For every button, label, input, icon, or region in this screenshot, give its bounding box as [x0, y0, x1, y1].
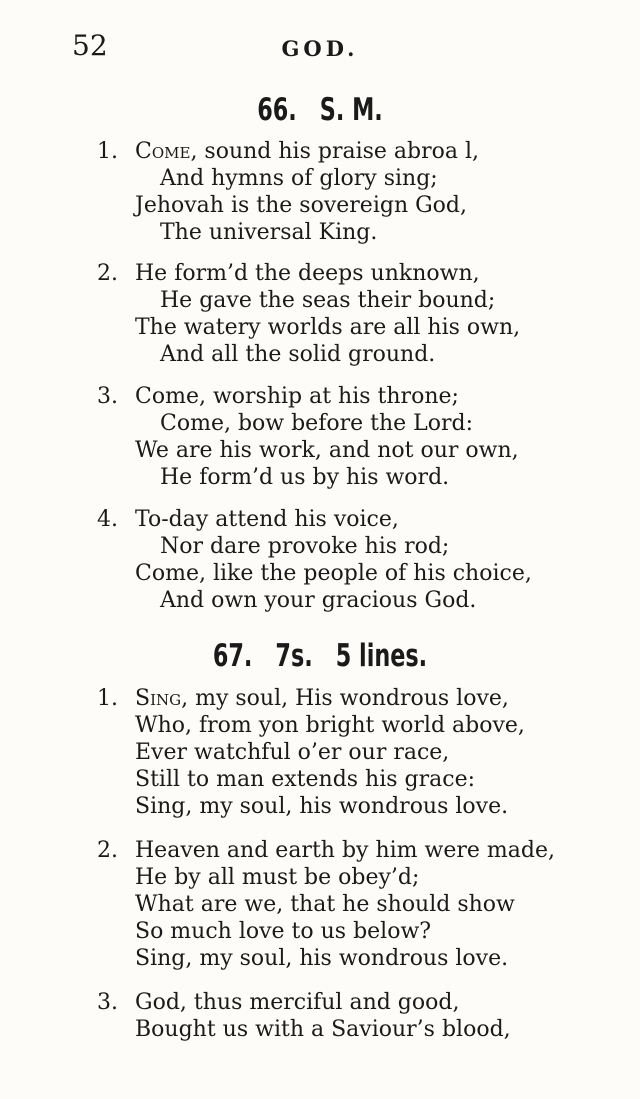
hymn-66-title	[90, 94, 551, 126]
page-number: 52	[72, 29, 108, 62]
verse-line: Jehovah is the sovereign God,	[135, 193, 467, 218]
verse-line: Nor dare provoke his rod;	[160, 534, 450, 559]
hymn-meter-extra: 5 lines.	[335, 638, 428, 674]
verse-line: The universal King.	[160, 220, 378, 245]
verse-line: To-day attend his voice,	[135, 507, 399, 532]
hymn-meter: 7s.	[275, 638, 313, 674]
hymn-meter: S. M.	[319, 92, 383, 128]
verse-line: And hymns of glory sing;	[160, 166, 438, 191]
verse-line	[135, 139, 479, 165]
verse-first-word: Come,	[135, 139, 198, 164]
verse-line: He by all must be obey’d;	[135, 865, 420, 890]
running-head: GOD.	[281, 36, 359, 61]
verse-line	[135, 686, 509, 712]
hymn-67-title	[90, 640, 551, 672]
verse-line: Sing, my soul, his wondrous love.	[135, 946, 509, 971]
verse-first-rest: sound his praise abroa l,	[197, 139, 480, 164]
hymn-number: 66.	[257, 92, 297, 128]
verse-line: And all the solid ground.	[160, 342, 436, 367]
verse-line: Heaven and earth by him were made,	[135, 838, 555, 863]
verse-line: And own your gracious God.	[160, 588, 477, 613]
verse-number: 4.	[97, 507, 118, 532]
verse-line: God, thus merciful and good,	[135, 990, 460, 1015]
verse-line: Come, bow before the Lord:	[160, 411, 474, 436]
verse-line: Sing, my soul, his wondrous love.	[135, 794, 509, 819]
verse-line: Ever watchful o’er our race,	[135, 740, 450, 765]
verse-line: The watery worlds are all his own,	[135, 315, 521, 340]
verse-line: Come, like the people of his choice,	[135, 561, 532, 586]
verse-line: He gave the seas their bound;	[160, 288, 496, 313]
verse-line: What are we, that he should show	[135, 892, 515, 917]
verse-first-word: Sing,	[135, 686, 189, 711]
verse-line: Who, from yon bright world above,	[135, 713, 525, 738]
verse-line: He form’d the deeps unknown,	[135, 261, 480, 286]
verse-number: 3.	[97, 990, 118, 1015]
verse-number: 2.	[97, 261, 118, 286]
verse-line: Bought us with a Saviour’s blood,	[135, 1017, 511, 1042]
hymn-number: 67.	[212, 638, 253, 674]
verse-number: 3.	[97, 384, 118, 409]
verse-line: So much love to us below?	[135, 919, 432, 944]
verse-number: 2.	[97, 838, 118, 863]
verse-first-rest: my soul, His wondrous love,	[188, 686, 509, 711]
verse-line: We are his work, and not our own,	[135, 438, 519, 463]
verse-line: Still to man extends his grace:	[135, 767, 476, 792]
verse-number: 1.	[97, 686, 118, 711]
verse-line: Come, worship at his throne;	[135, 384, 459, 409]
verse-number: 1.	[97, 139, 118, 164]
verse-line: He form’d us by his word.	[160, 465, 450, 490]
